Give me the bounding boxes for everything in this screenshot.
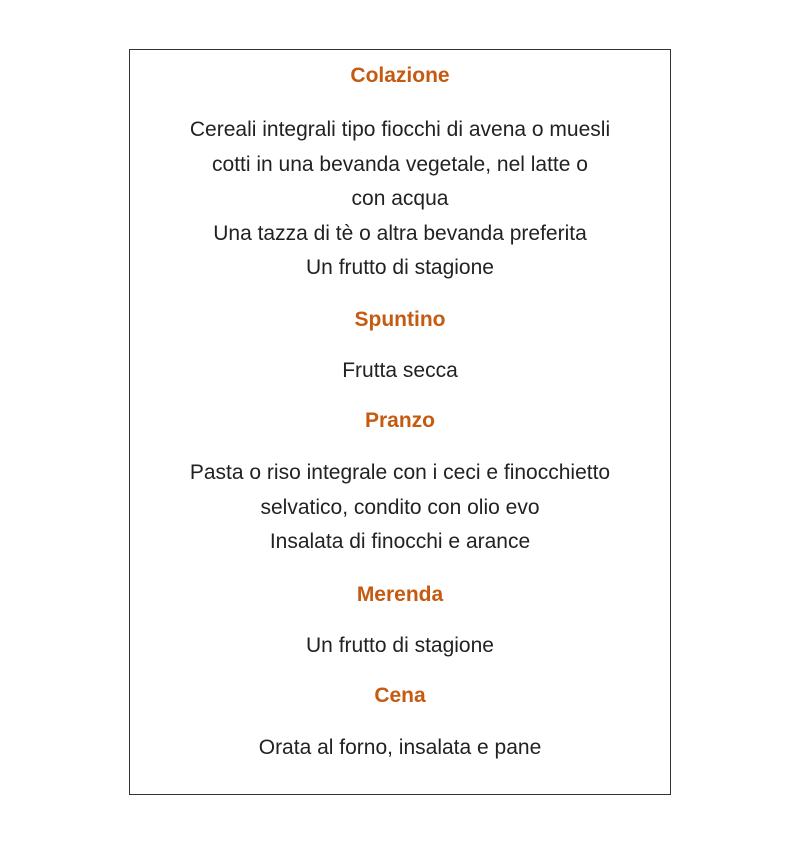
- colazione-line: cotti in una bevanda vegetale, nel latte o: [212, 152, 588, 176]
- colazione-line: Una tazza di tè o altra bevanda preferita: [213, 221, 587, 245]
- colazione-line: con acqua: [351, 187, 449, 210]
- colazione-line: Cereali integrali tipo fiocchi di avena o muesli: [189, 118, 611, 141]
- section-body-colazione: [130, 113, 670, 286]
- pranzo-line: Insalata di finocchi e arance: [269, 530, 531, 553]
- merenda-line: Un frutto di stagione: [306, 633, 494, 657]
- section-body-spuntino: [130, 354, 670, 389]
- section-title-merenda: Merenda: [356, 582, 444, 606]
- section-title-spuntino: Spuntino: [354, 307, 446, 331]
- colazione-line: Un frutto di stagione: [306, 256, 494, 279]
- section-body-cena: [130, 731, 670, 766]
- section-body-pranzo: [130, 456, 670, 560]
- pranzo-line: selvatico, condito con olio evo: [260, 495, 540, 519]
- section-body-merenda: [130, 629, 670, 664]
- cena-line: Orata al forno, insalata e pane: [258, 736, 542, 759]
- pranzo-line: Pasta o riso integrale con i ceci e finocchietto: [189, 461, 611, 484]
- section-title-cena: Cena: [374, 684, 426, 707]
- spuntino-line: Frutta secca: [342, 358, 458, 382]
- section-title-colazione: Colazione: [350, 64, 450, 87]
- section-title-pranzo: Pranzo: [364, 409, 435, 432]
- meal-plan-box: [129, 49, 671, 795]
